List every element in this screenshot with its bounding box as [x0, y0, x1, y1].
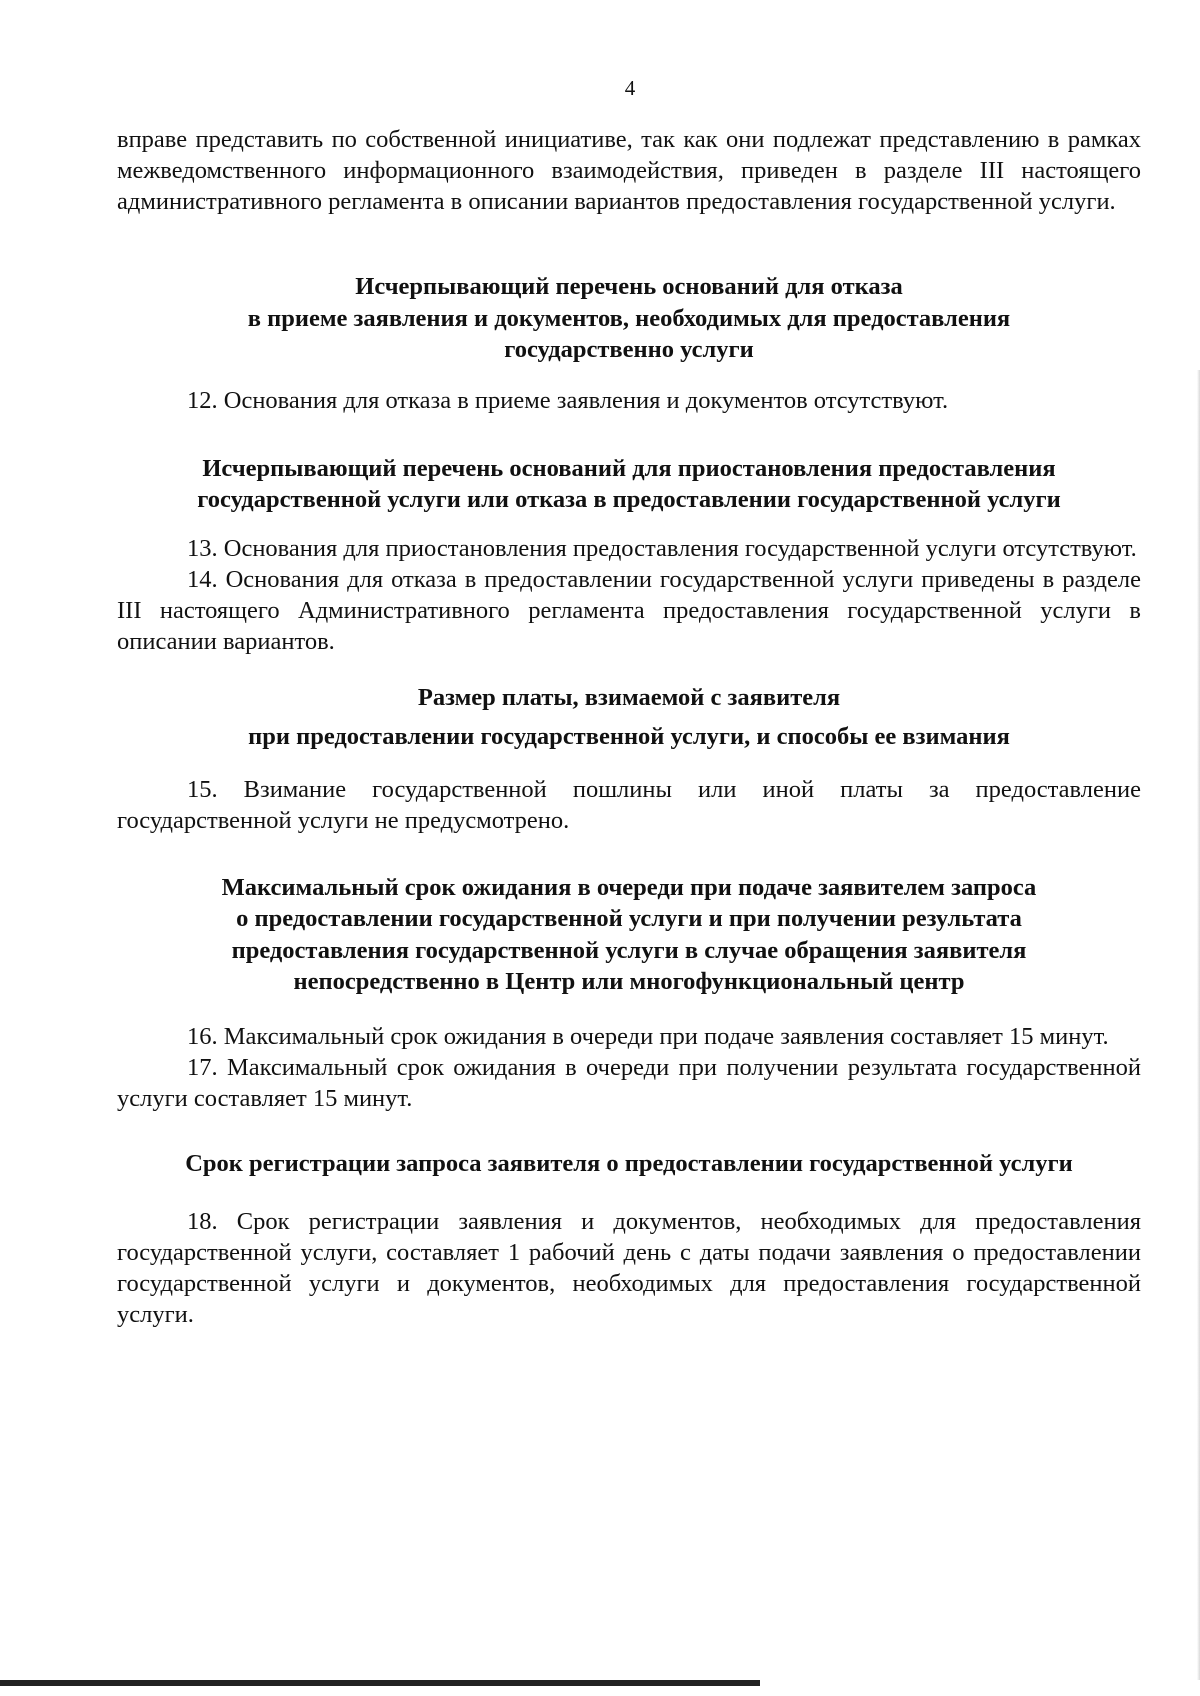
heading-line: государственно услуги	[504, 336, 754, 363]
paragraph-17: 17. Максимальный срок ожидания в очереди при получении результата государственной услуги составляет 15 минут.	[117, 1053, 1141, 1112]
paragraph-12: 12. Основания для отказа в приеме заявления и документов отсутствуют.	[187, 386, 949, 414]
section-heading-fee	[117, 682, 1141, 753]
paragraph-16: 16. Максимальный срок ожидания в очереди при подаче заявления составляет 15 минут.	[187, 1022, 1109, 1050]
heading-line: Максимальный срок ожидания в очереди при подаче заявителем запроса	[221, 873, 1037, 901]
heading-line: государственной услуги или отказа в предоставлении государственной услуги	[197, 486, 1061, 513]
section-heading-registration-term	[117, 1148, 1141, 1180]
intro-paragraph: вправе представить по собственной инициативе, так как они подлежат представлению в рамках межведомственного информационного взаимодействия, приведен в разделе III настоящего административного регламента в описании вариантов предоставления государственной услуги.	[117, 126, 1141, 215]
paragraph-13: 13. Основания для приостановления предоставления государственной услуги отсутствуют.	[187, 534, 1137, 562]
heading-line: предоставления государственной услуги в случае обращения заявителя	[231, 936, 1027, 964]
paragraph-15: 15. Взимание государственной пошлины или иной платы за предоставление государственной услуги не предусмотрено.	[117, 775, 1141, 834]
heading-line: Размер платы, взимаемой с заявителя	[417, 683, 841, 711]
section-heading-suspension-refusal	[117, 453, 1141, 516]
heading-line: Исчерпывающий перечень оснований для отказа	[355, 273, 903, 300]
heading-line: непосредственно в Центр или многофункциональный центр	[293, 968, 965, 995]
section-heading-refusal-acceptance	[117, 271, 1141, 366]
heading-line: в приеме заявления и документов, необходимых для предоставления	[247, 304, 1011, 332]
page-number: 4	[624, 76, 636, 100]
paragraph-18: 18. Срок регистрации заявления и документов, необходимых для предоставления государственной услуги, составляет 1 рабочий день с даты подачи заявления о предоставлении государственной услуги и документов, необходимых для предоставления государственной услуги.	[117, 1208, 1141, 1328]
section-heading-waiting-time	[117, 872, 1141, 998]
heading-line: о предоставлении государственной услуги и при получении результата	[236, 905, 1022, 932]
heading-line: Срок регистрации запроса заявителя о предоставлении государственной услуги	[185, 1149, 1073, 1177]
heading-line: при предоставлении государственной услуги, и способы ее взимания	[248, 723, 1010, 750]
document-body	[117, 124, 1141, 1330]
paragraph-14: 14. Основания для отказа в предоставлении государственной услуги приведены в разделе III настоящего Административного регламента предоставления государственной услуги в описании вариантов.	[117, 565, 1141, 655]
scan-bottom-edge	[0, 1680, 760, 1686]
heading-line: Исчерпывающий перечень оснований для приостановления предоставления	[202, 454, 1056, 482]
